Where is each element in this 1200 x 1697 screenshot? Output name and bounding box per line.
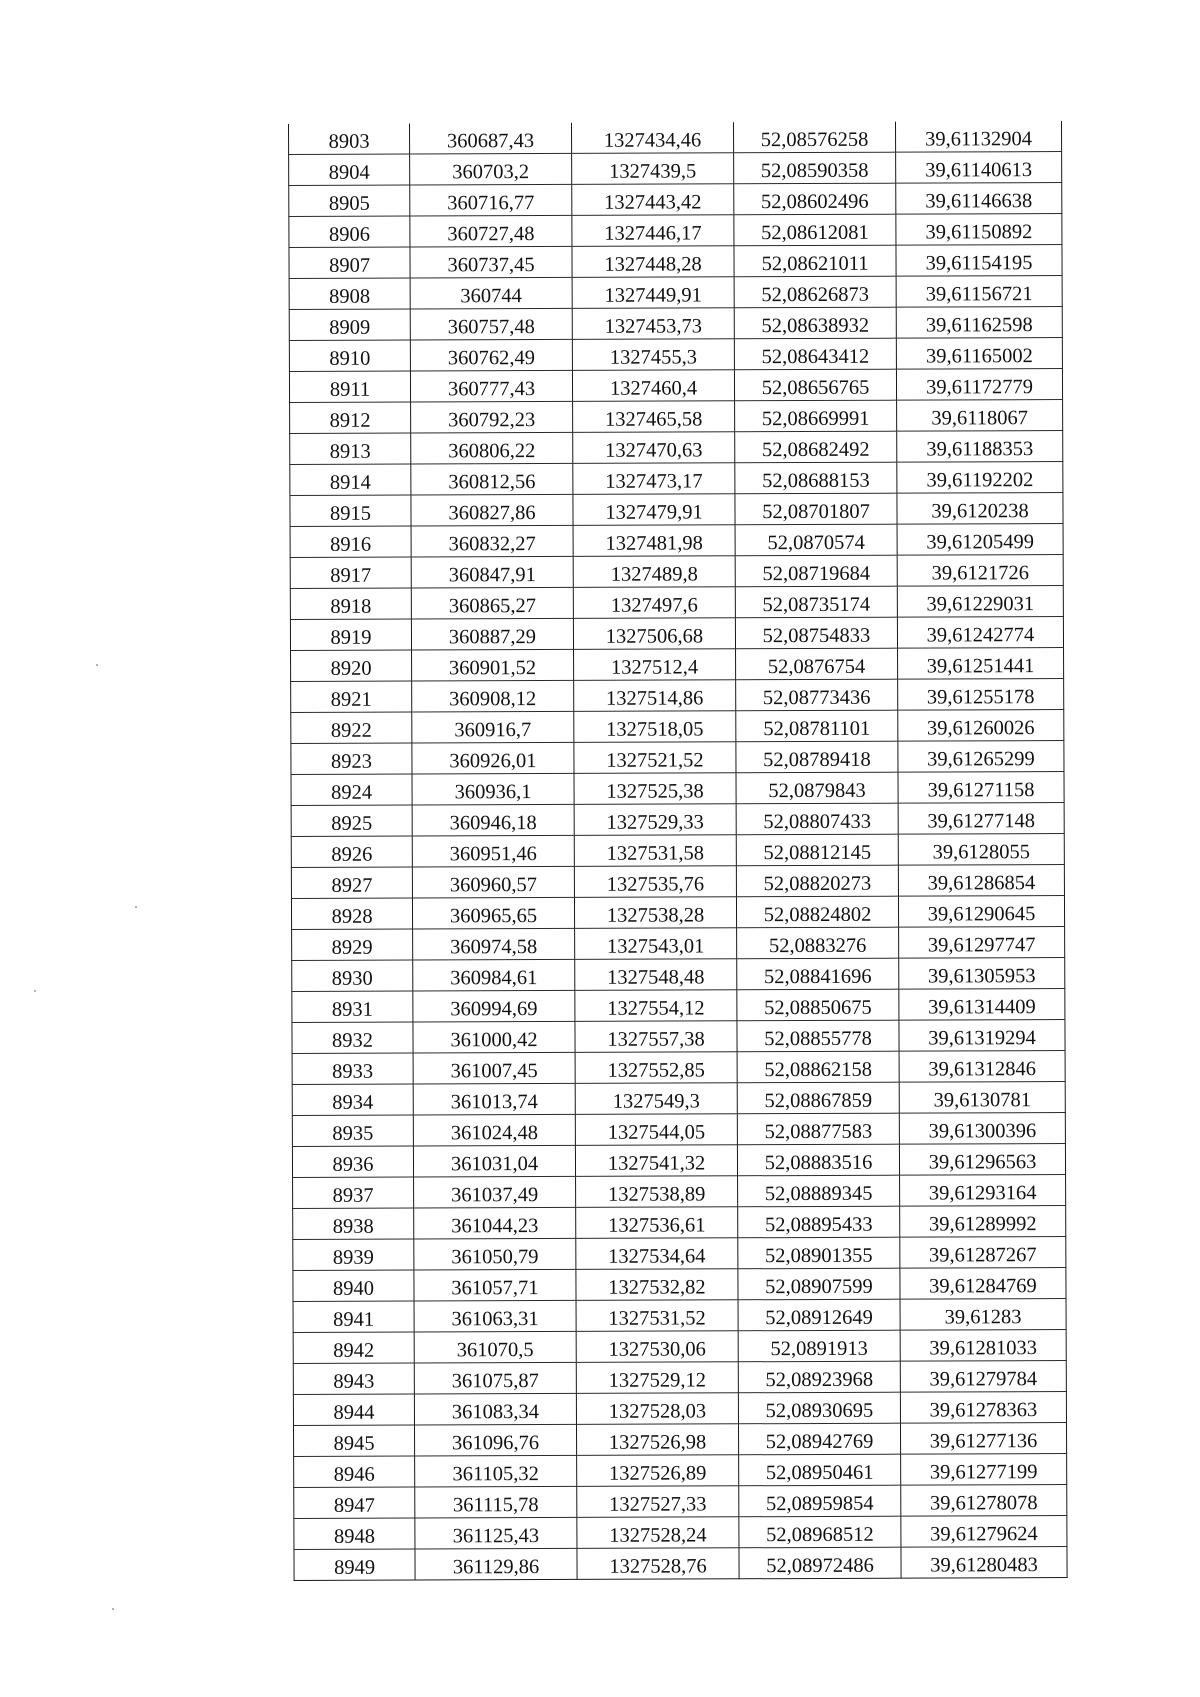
x-coordinate-cell: 360703,2	[410, 153, 572, 185]
y-coordinate-cell: 1327470,63	[573, 432, 735, 464]
longitude-cell: 39,61319294	[899, 1020, 1065, 1052]
x-coordinate-cell: 360994,69	[413, 990, 575, 1022]
y-coordinate-cell: 1327448,28	[572, 246, 734, 278]
x-coordinate-cell: 360847,91	[411, 556, 573, 588]
point-number-cell: 8932	[292, 1022, 413, 1053]
longitude-cell: 39,61140613	[896, 152, 1062, 184]
longitude-cell: 39,6128055	[898, 834, 1064, 866]
longitude-cell: 39,61251441	[898, 648, 1064, 680]
table-row	[292, 958, 1065, 992]
longitude-cell: 39,6121726	[897, 555, 1063, 587]
table-row	[291, 772, 1064, 806]
x-coordinate-cell: 360951,46	[412, 835, 574, 867]
longitude-cell: 39,6130781	[899, 1082, 1065, 1114]
x-coordinate-cell: 361096,76	[414, 1424, 576, 1456]
x-coordinate-cell: 360865,27	[411, 587, 573, 619]
longitude-cell: 39,61188353	[897, 431, 1063, 463]
x-coordinate-cell: 360762,49	[410, 339, 572, 371]
latitude-cell: 52,0891913	[738, 1330, 900, 1362]
y-coordinate-cell: 1327538,89	[576, 1176, 738, 1208]
table-row	[290, 462, 1063, 496]
x-coordinate-cell: 360832,27	[411, 525, 573, 557]
x-coordinate-cell: 360687,43	[409, 123, 571, 154]
latitude-cell: 52,08942769	[738, 1423, 900, 1455]
table-row	[290, 431, 1063, 465]
latitude-cell: 52,08841696	[737, 958, 899, 990]
point-number-cell: 8942	[293, 1332, 414, 1363]
longitude-cell: 39,61283	[900, 1299, 1066, 1331]
x-coordinate-cell: 361031,04	[413, 1145, 575, 1177]
latitude-cell: 52,08824802	[736, 896, 898, 928]
point-number-cell: 8939	[293, 1239, 414, 1270]
longitude-cell: 39,61156721	[896, 276, 1062, 308]
table-row	[289, 276, 1062, 310]
y-coordinate-cell: 1327528,03	[576, 1393, 738, 1425]
longitude-cell: 39,61280483	[901, 1547, 1067, 1579]
x-coordinate-cell: 360727,48	[410, 215, 572, 247]
point-number-cell: 8933	[292, 1053, 413, 1084]
scan-speck	[112, 1608, 114, 1610]
x-coordinate-cell: 361063,31	[414, 1300, 576, 1332]
longitude-cell: 39,61297747	[899, 927, 1065, 959]
table-row	[290, 493, 1063, 527]
latitude-cell: 52,08855778	[737, 1020, 899, 1052]
x-coordinate-cell: 361050,79	[414, 1238, 576, 1270]
latitude-cell: 52,08812145	[736, 834, 898, 866]
longitude-cell: 39,61150892	[896, 214, 1062, 246]
x-coordinate-cell: 360716,77	[410, 184, 572, 216]
y-coordinate-cell: 1327481,98	[573, 525, 735, 557]
latitude-cell: 52,08656765	[734, 369, 896, 401]
table-row	[294, 1485, 1067, 1519]
x-coordinate-cell: 360792,23	[411, 401, 573, 433]
y-coordinate-cell: 1327460,4	[572, 370, 734, 402]
point-number-cell: 8906	[289, 216, 410, 247]
latitude-cell: 52,08781101	[736, 710, 898, 742]
latitude-cell: 52,08923968	[738, 1361, 900, 1393]
table-row	[294, 1547, 1067, 1581]
latitude-cell: 52,08850675	[737, 989, 899, 1021]
latitude-cell: 52,08968512	[739, 1516, 901, 1548]
y-coordinate-cell: 1327446,17	[572, 215, 734, 247]
point-number-cell: 8923	[291, 743, 412, 774]
x-coordinate-cell: 360901,52	[412, 649, 574, 681]
longitude-cell: 39,61290645	[898, 896, 1064, 928]
longitude-cell: 39,61255178	[898, 679, 1064, 711]
point-number-cell: 8905	[289, 185, 410, 216]
table-row	[289, 338, 1062, 372]
latitude-cell: 52,08895433	[738, 1206, 900, 1238]
table-row	[294, 1516, 1067, 1550]
x-coordinate-cell: 360908,12	[412, 680, 574, 712]
table-row	[292, 989, 1065, 1023]
y-coordinate-cell: 1327528,24	[577, 1517, 739, 1549]
point-number-cell: 8938	[293, 1208, 414, 1239]
y-coordinate-cell: 1327512,4	[574, 649, 736, 681]
y-coordinate-cell: 1327497,6	[573, 587, 735, 619]
longitude-cell: 39,61265299	[898, 741, 1064, 773]
latitude-cell: 52,08621011	[734, 245, 896, 277]
latitude-cell: 52,08701807	[735, 493, 897, 525]
point-number-cell: 8943	[293, 1363, 414, 1394]
x-coordinate-cell: 361057,71	[414, 1269, 576, 1301]
x-coordinate-cell: 361075,87	[414, 1362, 576, 1394]
point-number-cell: 8911	[289, 371, 410, 402]
table-row	[291, 834, 1064, 868]
point-number-cell: 8915	[290, 495, 411, 526]
point-number-cell: 8916	[290, 526, 411, 557]
point-number-cell: 8947	[294, 1487, 415, 1518]
longitude-cell: 39,61284769	[900, 1268, 1066, 1300]
latitude-cell: 52,08907599	[738, 1268, 900, 1300]
x-coordinate-cell: 361024,48	[413, 1114, 575, 1146]
x-coordinate-cell: 360827,86	[411, 494, 573, 526]
point-number-cell: 8912	[290, 402, 411, 433]
y-coordinate-cell: 1327532,82	[576, 1269, 738, 1301]
latitude-cell: 52,08590358	[734, 152, 896, 184]
latitude-cell: 52,08950461	[739, 1454, 901, 1486]
y-coordinate-cell: 1327543,01	[575, 928, 737, 960]
latitude-cell: 52,08612081	[734, 214, 896, 246]
x-coordinate-cell: 361037,49	[414, 1176, 576, 1208]
y-coordinate-cell: 1327526,98	[576, 1424, 738, 1456]
point-number-cell: 8945	[293, 1425, 414, 1456]
x-coordinate-cell: 360806,22	[411, 432, 573, 464]
longitude-cell: 39,61146638	[896, 183, 1062, 215]
point-number-cell: 8928	[291, 898, 412, 929]
y-coordinate-cell: 1327525,38	[574, 773, 736, 805]
table-row	[293, 1330, 1066, 1364]
y-coordinate-cell: 1327541,32	[575, 1145, 737, 1177]
point-number-cell: 8920	[291, 650, 412, 681]
y-coordinate-cell: 1327518,05	[574, 711, 736, 743]
longitude-cell: 39,61165002	[896, 338, 1062, 370]
longitude-cell: 39,61229031	[897, 586, 1063, 618]
latitude-cell: 52,0879843	[736, 772, 898, 804]
longitude-cell: 39,61277136	[900, 1423, 1066, 1455]
table-row	[291, 896, 1064, 930]
point-number-cell: 8907	[289, 247, 410, 278]
table-row	[292, 1113, 1065, 1147]
table-row	[293, 1392, 1066, 1426]
table-row	[291, 710, 1064, 744]
point-number-cell: 8941	[293, 1301, 414, 1332]
latitude-cell: 52,08773436	[736, 679, 898, 711]
point-number-cell: 8930	[292, 960, 413, 991]
latitude-cell: 52,08901355	[738, 1237, 900, 1269]
x-coordinate-cell: 361115,78	[415, 1486, 577, 1518]
x-coordinate-cell: 360984,61	[413, 959, 575, 991]
point-number-cell: 8922	[291, 712, 412, 743]
y-coordinate-cell: 1327453,73	[572, 308, 734, 340]
table-row	[289, 152, 1062, 186]
latitude-cell: 52,08576258	[733, 122, 895, 153]
table-row	[289, 369, 1062, 403]
coordinates-table-body	[289, 121, 1068, 1580]
latitude-cell: 52,08883516	[737, 1144, 899, 1176]
table-row	[290, 524, 1063, 558]
longitude-cell: 39,61287267	[900, 1237, 1066, 1269]
y-coordinate-cell: 1327536,61	[576, 1207, 738, 1239]
longitude-cell: 39,61312846	[899, 1051, 1065, 1083]
latitude-cell: 52,08719684	[735, 555, 897, 587]
table-row	[289, 214, 1062, 248]
y-coordinate-cell: 1327527,33	[577, 1486, 739, 1518]
latitude-cell: 52,0876754	[736, 648, 898, 680]
longitude-cell: 39,61300396	[899, 1113, 1065, 1145]
table-row	[293, 1237, 1066, 1271]
longitude-cell: 39,61277199	[901, 1454, 1067, 1486]
y-coordinate-cell: 1327473,17	[573, 463, 735, 495]
latitude-cell: 52,08972486	[739, 1547, 901, 1579]
x-coordinate-cell: 360812,56	[411, 463, 573, 495]
y-coordinate-cell: 1327529,12	[576, 1362, 738, 1394]
latitude-cell: 52,08820273	[736, 865, 898, 897]
point-number-cell: 8927	[291, 867, 412, 898]
y-coordinate-cell: 1327529,33	[574, 804, 736, 836]
y-coordinate-cell: 1327538,28	[574, 897, 736, 929]
longitude-cell: 39,61277148	[898, 803, 1064, 835]
x-coordinate-cell: 360946,18	[412, 804, 574, 836]
x-coordinate-cell: 360887,29	[411, 618, 573, 650]
longitude-cell: 39,61132904	[895, 121, 1061, 152]
latitude-cell: 52,08889345	[738, 1175, 900, 1207]
y-coordinate-cell: 1327443,42	[572, 184, 734, 216]
y-coordinate-cell: 1327479,91	[573, 494, 735, 526]
longitude-cell: 39,61314409	[899, 989, 1065, 1021]
point-number-cell: 8949	[294, 1549, 415, 1580]
table-row	[291, 679, 1064, 713]
y-coordinate-cell: 1327531,58	[574, 835, 736, 867]
table-row	[289, 121, 1062, 154]
y-coordinate-cell: 1327554,12	[575, 990, 737, 1022]
x-coordinate-cell: 361105,32	[415, 1455, 577, 1487]
point-number-cell: 8918	[290, 588, 411, 619]
y-coordinate-cell: 1327521,52	[574, 742, 736, 774]
x-coordinate-cell: 360777,43	[410, 370, 572, 402]
longitude-cell: 39,61271158	[898, 772, 1064, 804]
longitude-cell: 39,61205499	[897, 524, 1063, 556]
point-number-cell: 8944	[293, 1394, 414, 1425]
y-coordinate-cell: 1327548,48	[575, 959, 737, 991]
table-row	[293, 1361, 1066, 1395]
y-coordinate-cell: 1327530,06	[576, 1331, 738, 1363]
table-row	[289, 245, 1062, 279]
table-row	[292, 1051, 1065, 1085]
scan-speck	[96, 664, 98, 666]
point-number-cell: 8910	[289, 340, 410, 371]
table-row	[293, 1206, 1066, 1240]
table-row	[292, 927, 1065, 961]
longitude-cell: 39,61242774	[897, 617, 1063, 649]
point-number-cell: 8913	[290, 433, 411, 464]
y-coordinate-cell: 1327528,76	[577, 1548, 739, 1580]
point-number-cell: 8924	[291, 774, 412, 805]
x-coordinate-cell: 360916,7	[412, 711, 574, 743]
latitude-cell: 52,08682492	[735, 431, 897, 463]
longitude-cell: 39,61293164	[900, 1175, 1066, 1207]
x-coordinate-cell: 360744	[410, 277, 572, 309]
y-coordinate-cell: 1327449,91	[572, 277, 734, 309]
point-number-cell: 8919	[290, 619, 411, 650]
table-row	[291, 865, 1064, 899]
x-coordinate-cell: 360936,1	[412, 773, 574, 805]
x-coordinate-cell: 360737,45	[410, 246, 572, 278]
x-coordinate-cell: 360926,01	[412, 742, 574, 774]
point-number-cell: 8937	[293, 1177, 414, 1208]
table-row	[290, 555, 1063, 589]
y-coordinate-cell: 1327557,38	[575, 1021, 737, 1053]
x-coordinate-cell: 360960,57	[412, 866, 574, 898]
table-row	[290, 400, 1063, 434]
table-row	[289, 307, 1062, 341]
point-number-cell: 8934	[292, 1084, 413, 1115]
longitude-cell: 39,61278363	[900, 1392, 1066, 1424]
scan-speck	[135, 906, 137, 908]
latitude-cell: 52,08669991	[735, 400, 897, 432]
table-row	[293, 1268, 1066, 1302]
x-coordinate-cell: 361129,86	[415, 1548, 577, 1580]
longitude-cell: 39,61162598	[896, 307, 1062, 339]
longitude-cell: 39,61279624	[901, 1516, 1067, 1548]
longitude-cell: 39,61286854	[898, 865, 1064, 897]
latitude-cell: 52,08688153	[735, 462, 897, 494]
x-coordinate-cell: 360965,65	[412, 897, 574, 929]
y-coordinate-cell: 1327439,5	[572, 153, 734, 185]
longitude-cell: 39,61192202	[897, 462, 1063, 494]
longitude-cell: 39,6118067	[897, 400, 1063, 432]
x-coordinate-cell: 360974,58	[413, 928, 575, 960]
point-number-cell: 8917	[290, 557, 411, 588]
latitude-cell: 52,08789418	[736, 741, 898, 773]
coordinates-table	[288, 121, 1068, 1581]
table-row	[294, 1454, 1067, 1488]
latitude-cell: 52,08877583	[737, 1113, 899, 1145]
latitude-cell: 52,08626873	[734, 276, 896, 308]
table-row	[291, 741, 1064, 775]
point-number-cell: 8940	[293, 1270, 414, 1301]
y-coordinate-cell: 1327535,76	[574, 866, 736, 898]
table-row	[292, 1082, 1065, 1116]
scan-speck	[34, 990, 36, 992]
table-row	[293, 1423, 1066, 1457]
point-number-cell: 8929	[292, 929, 413, 960]
longitude-cell: 39,61279784	[900, 1361, 1066, 1393]
x-coordinate-cell: 360757,48	[410, 308, 572, 340]
table-row	[292, 1144, 1065, 1178]
latitude-cell: 52,0883276	[737, 927, 899, 959]
x-coordinate-cell: 361044,23	[414, 1207, 576, 1239]
latitude-cell: 52,0870574	[735, 524, 897, 556]
table-row	[293, 1175, 1066, 1209]
latitude-cell: 52,08807433	[736, 803, 898, 835]
table-row	[293, 1299, 1066, 1333]
longitude-cell: 39,61281033	[900, 1330, 1066, 1362]
y-coordinate-cell: 1327531,52	[576, 1300, 738, 1332]
y-coordinate-cell: 1327549,3	[575, 1083, 737, 1115]
point-number-cell: 8936	[292, 1146, 413, 1177]
point-number-cell: 8914	[290, 464, 411, 495]
x-coordinate-cell: 361013,74	[413, 1083, 575, 1115]
latitude-cell: 52,08643412	[734, 338, 896, 370]
y-coordinate-cell: 1327489,8	[573, 556, 735, 588]
point-number-cell: 8931	[292, 991, 413, 1022]
latitude-cell: 52,08912649	[738, 1299, 900, 1331]
point-number-cell: 8921	[291, 681, 412, 712]
y-coordinate-cell: 1327465,58	[573, 401, 735, 433]
point-number-cell: 8903	[289, 124, 410, 155]
x-coordinate-cell: 361000,42	[413, 1021, 575, 1053]
y-coordinate-cell: 1327514,86	[574, 680, 736, 712]
longitude-cell: 39,61172779	[896, 369, 1062, 401]
y-coordinate-cell: 1327526,89	[577, 1455, 739, 1487]
y-coordinate-cell: 1327544,05	[575, 1114, 737, 1146]
x-coordinate-cell: 361007,45	[413, 1052, 575, 1084]
longitude-cell: 39,61278078	[901, 1485, 1067, 1517]
y-coordinate-cell: 1327506,68	[573, 618, 735, 650]
point-number-cell: 8948	[294, 1518, 415, 1549]
y-coordinate-cell: 1327534,64	[576, 1238, 738, 1270]
table-row	[289, 183, 1062, 217]
longitude-cell: 39,61289992	[900, 1206, 1066, 1238]
x-coordinate-cell: 361070,5	[414, 1331, 576, 1363]
table-row	[290, 617, 1063, 651]
point-number-cell: 8926	[291, 836, 412, 867]
latitude-cell: 52,08735174	[735, 586, 897, 618]
table-row	[291, 648, 1064, 682]
point-number-cell: 8935	[292, 1115, 413, 1146]
longitude-cell: 39,6120238	[897, 493, 1063, 525]
y-coordinate-cell: 1327455,3	[572, 339, 734, 371]
point-number-cell: 8925	[291, 805, 412, 836]
longitude-cell: 39,61154195	[896, 245, 1062, 277]
longitude-cell: 39,61305953	[899, 958, 1065, 990]
point-number-cell: 8908	[289, 278, 410, 309]
longitude-cell: 39,61260026	[898, 710, 1064, 742]
x-coordinate-cell: 361083,34	[414, 1393, 576, 1425]
latitude-cell: 52,08754833	[735, 617, 897, 649]
latitude-cell: 52,08602496	[734, 183, 896, 215]
latitude-cell: 52,08930695	[738, 1392, 900, 1424]
point-number-cell: 8904	[289, 154, 410, 185]
latitude-cell: 52,08638932	[734, 307, 896, 339]
x-coordinate-cell: 361125,43	[415, 1517, 577, 1549]
longitude-cell: 39,61296563	[899, 1144, 1065, 1176]
latitude-cell: 52,08867859	[737, 1082, 899, 1114]
table-row	[292, 1020, 1065, 1054]
table-row	[291, 803, 1064, 837]
y-coordinate-cell: 1327552,85	[575, 1052, 737, 1084]
latitude-cell: 52,08862158	[737, 1051, 899, 1083]
y-coordinate-cell: 1327434,46	[571, 122, 733, 153]
point-number-cell: 8909	[289, 309, 410, 340]
latitude-cell: 52,08959854	[739, 1485, 901, 1517]
point-number-cell: 8946	[294, 1456, 415, 1487]
table-row	[290, 586, 1063, 620]
